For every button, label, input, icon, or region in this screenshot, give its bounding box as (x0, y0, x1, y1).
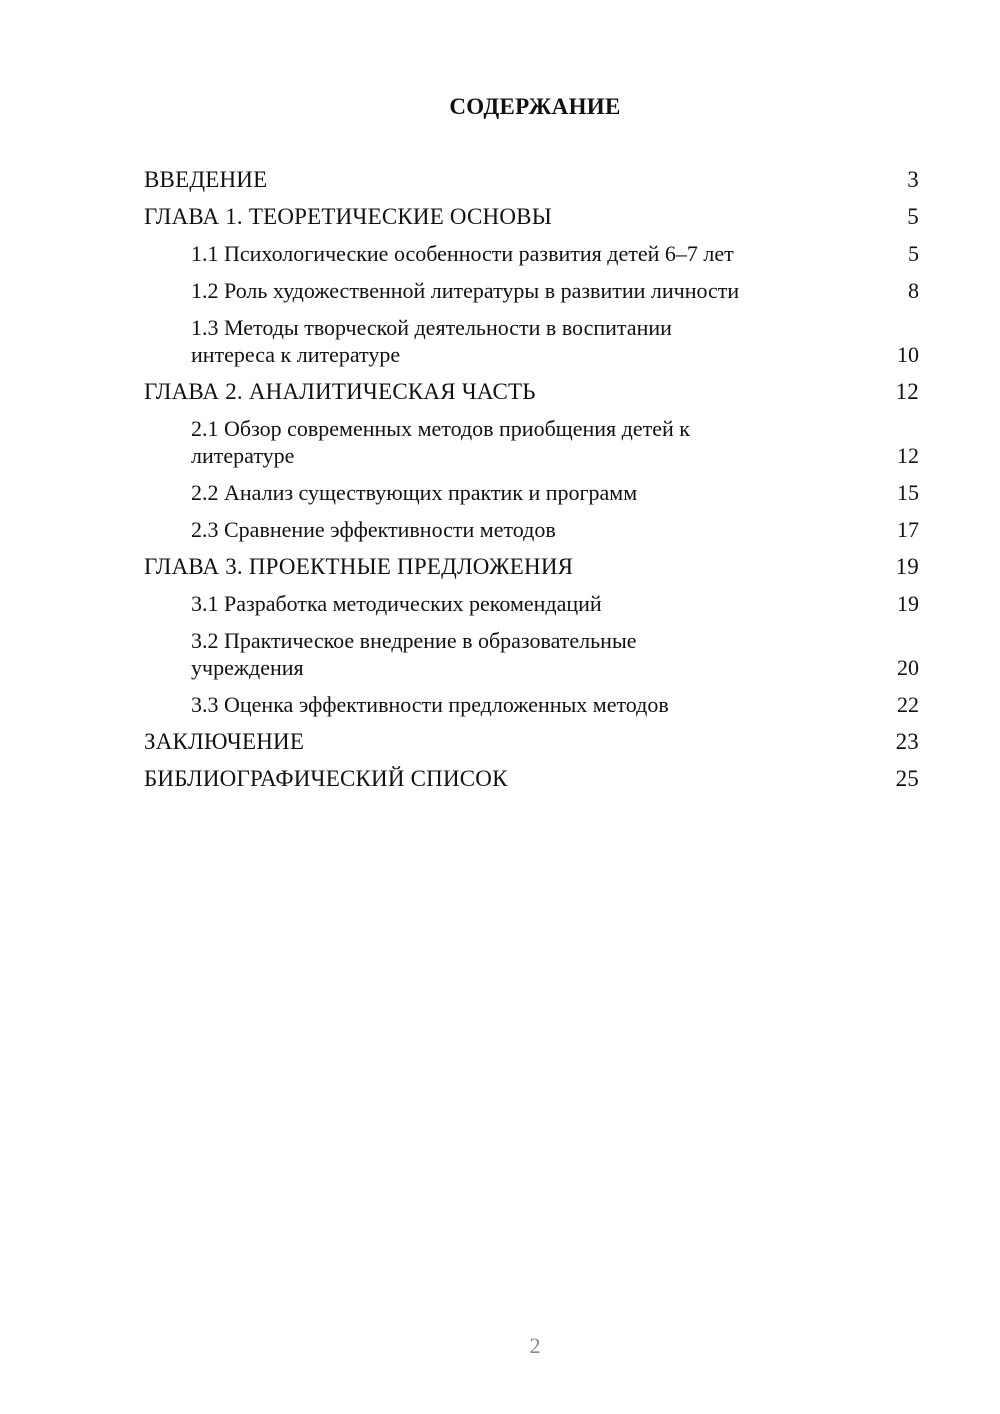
toc-entry-text: 2.2 Анализ существующих практик и программ (191, 480, 638, 505)
toc-entry-section-2-3 (144, 516, 919, 543)
toc-entry-page: 23 (895, 729, 919, 754)
toc-entry-section-3-1 (144, 590, 919, 617)
page-number: 2 (529, 1333, 541, 1358)
toc-entry-text: ГЛАВА 3. ПРОЕКТНЫЕ ПРЕДЛОЖЕНИЯ (144, 554, 574, 579)
toc-entry-text: БИБЛИОГРАФИЧЕСКИЙ СПИСОК (144, 766, 508, 791)
toc-entry-text: 3.1 Разработка методических рекомендаций (191, 591, 602, 616)
toc-entry-text: ЗАКЛЮЧЕНИЕ (144, 729, 305, 754)
toc-entry-page: 3 (907, 167, 919, 192)
toc-entry-page: 25 (895, 766, 919, 791)
toc-entry-text: 2.1 Обзор современных методов приобщения детей к литературе (191, 416, 690, 468)
toc-entry-introduction (144, 166, 919, 193)
toc-entry-chapter-2 (144, 378, 919, 405)
toc-entry-conclusion (144, 728, 919, 755)
toc-entry-section-2-2 (144, 479, 919, 506)
toc-entry-text: ГЛАВА 2. АНАЛИТИЧЕСКАЯ ЧАСТЬ (144, 379, 536, 404)
toc-entry-page: 5 (908, 241, 919, 266)
toc-entry-page: 17 (897, 517, 919, 542)
toc-entry-bibliography (144, 765, 919, 792)
page-title: СОДЕРЖАНИЕ (449, 94, 621, 119)
toc-entry-section-1-1 (144, 240, 919, 267)
toc-entry-text: 1.3 Методы творческой деятельности в воспитании интереса к литературе (191, 315, 672, 367)
toc-entry-section-3-2 (144, 627, 919, 681)
toc-entry-page: 19 (897, 591, 919, 616)
toc-entry-page: 22 (897, 692, 919, 717)
toc-entry-page: 10 (897, 342, 919, 367)
toc-entry-text: 3.2 Практическое внедрение в образовательные учреждения (191, 628, 637, 680)
toc-entry-chapter-1 (144, 203, 919, 230)
toc-entry-section-3-3 (144, 691, 919, 718)
toc-entry-page: 19 (895, 554, 919, 579)
table-of-contents (144, 166, 919, 802)
toc-entry-page: 12 (895, 379, 919, 404)
toc-entry-text: ГЛАВА 1. ТЕОРЕТИЧЕСКИЕ ОСНОВЫ (144, 204, 552, 229)
toc-entry-section-1-2 (144, 277, 919, 304)
toc-entry-text: 1.2 Роль художественной литературы в развитии личности (191, 278, 740, 303)
toc-entry-text: ВВЕДЕНИЕ (144, 167, 268, 192)
toc-entry-section-2-1 (144, 415, 919, 469)
toc-entry-text: 1.1 Психологические особенности развития детей 6–7 лет (191, 241, 734, 266)
toc-entry-section-1-3 (144, 314, 919, 368)
toc-entry-text: 2.3 Сравнение эффективности методов (191, 517, 556, 542)
toc-entry-text: 3.3 Оценка эффективности предложенных методов (191, 692, 669, 717)
toc-entry-chapter-3 (144, 553, 919, 580)
toc-entry-page: 5 (907, 204, 919, 229)
toc-entry-page: 15 (897, 480, 919, 505)
toc-entry-page: 12 (897, 443, 919, 468)
toc-entry-page: 20 (897, 655, 919, 680)
toc-entry-page: 8 (908, 278, 919, 303)
